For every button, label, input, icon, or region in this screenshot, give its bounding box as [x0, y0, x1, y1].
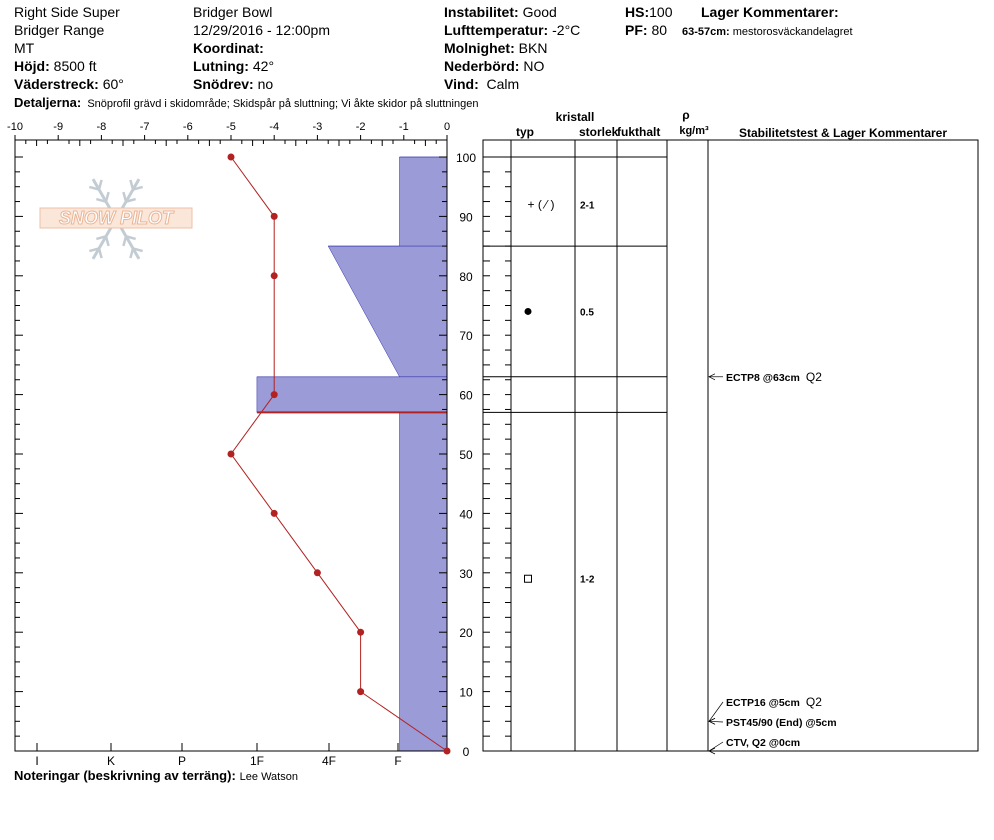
height-tick-label: 30	[459, 566, 473, 581]
crystal-header: kristall	[555, 110, 595, 124]
temperature-point	[314, 569, 321, 576]
height-tick-label: 10	[459, 685, 473, 700]
layer-comments-title: Lager Kommentarer:	[701, 4, 839, 20]
elevation: Höjd: 8500 ft	[14, 58, 97, 74]
height-tick-label: 100	[455, 151, 477, 165]
notes: Noteringar (beskrivning av terräng): Lee Watson	[14, 768, 298, 783]
crystal-symbol-newsnow: + ( ⁄ )	[527, 197, 555, 212]
snowflake-branch	[123, 192, 126, 202]
temperature-point	[271, 510, 278, 517]
temp-tick-label: -6	[182, 121, 193, 133]
temp-tick-label: -4	[269, 121, 280, 133]
height-tick-label: 70	[459, 329, 473, 344]
height-tick-label: 90	[459, 210, 473, 225]
height-tick-label: 50	[459, 448, 473, 462]
grid-frame	[483, 140, 978, 751]
stability-test-quality: Q2	[805, 369, 822, 384]
hardness-tick-label: P	[177, 754, 187, 768]
wind: Vind: Calm	[444, 76, 520, 92]
crystal-symbol-rounded	[525, 308, 532, 315]
stability-test-label: PST45/90 (End) @5cm	[726, 717, 837, 729]
snowpilot-logo	[40, 179, 192, 259]
temperature-point	[228, 451, 235, 458]
temp-tick-label: -5	[226, 121, 236, 133]
snowflake-branch	[99, 248, 102, 258]
temp-tick-label: -2	[355, 121, 366, 133]
temperature-point	[228, 154, 235, 161]
precip: Nederbörd: NO	[444, 58, 545, 74]
temp-tick-label: -9	[53, 121, 64, 133]
hardness-tick-label: K	[106, 754, 116, 768]
rho-header: ρ	[682, 108, 690, 122]
hardness-tick-label: 1F	[249, 754, 265, 768]
instability: Instabilitet: Good	[444, 4, 557, 20]
logo-text: SNOW PILOT	[59, 208, 173, 228]
crystal-size: 1-2	[580, 574, 595, 586]
details: Detaljerna: Snöprofil grävd i skidområde; Skidspår på sluttning; Vi åkte skidor på sluttningen	[14, 95, 479, 110]
crystal-symbol-faceted	[525, 575, 532, 582]
hardness-tick-label: 4F	[321, 754, 337, 768]
temp-tick-label: -7	[139, 121, 150, 133]
temperature-point	[271, 213, 278, 220]
stability-arrow	[709, 702, 723, 721]
temperature-point	[444, 748, 451, 755]
temp-tick-label: -10	[7, 121, 23, 133]
temp-tick-label: -8	[96, 121, 107, 133]
sky: Molnighet: BKN	[444, 40, 548, 56]
stability-header: Stabilitetstest & Lager Kommentarer	[738, 126, 948, 140]
type-header: typ	[516, 125, 534, 139]
temp-tick-label: 0	[443, 121, 451, 133]
crystal-size: 2-1	[580, 200, 595, 212]
hs: HS:100	[625, 4, 673, 20]
temp-tick-label: -3	[312, 121, 323, 133]
aspect: Väderstreck: 60°	[14, 76, 124, 92]
temperature-point	[271, 391, 278, 398]
stability-test-label: CTV, Q2 @0cm	[726, 737, 801, 749]
snowflake-branch	[123, 236, 126, 246]
drift: Snödrev: no	[193, 76, 274, 92]
stability-test-quality: Q2	[805, 695, 822, 709]
temp-tick-label: -1	[398, 121, 409, 133]
layer-comment: 63-57cm: mestorosväckandelagret	[682, 26, 853, 38]
height-tick-label: 0	[462, 745, 470, 759]
snowflake-branch	[99, 180, 102, 190]
temperature-point	[271, 272, 278, 279]
height-tick-label: 60	[459, 388, 473, 403]
size-header: storlek	[579, 125, 619, 139]
area: Bridger Bowl	[193, 4, 273, 20]
moisture-header: fukthalt	[617, 125, 661, 139]
crystal-size: 0.5	[580, 307, 594, 319]
density-header: kg/m³	[679, 125, 709, 137]
height-tick-label: 40	[459, 507, 473, 522]
temperature-point	[357, 688, 364, 695]
snowflake-branch	[106, 236, 109, 246]
height-tick-label: 80	[459, 269, 473, 284]
hardness-tick-label: I	[35, 754, 39, 768]
snowflake-branch	[130, 180, 133, 190]
plot-frame	[15, 140, 447, 751]
hardness-tick-label: F	[394, 754, 402, 768]
coordinates: Koordinat:	[193, 40, 264, 56]
pf: PF: 80	[625, 22, 668, 38]
state: MT	[14, 40, 35, 56]
snowflake-branch	[106, 192, 109, 202]
temperature-point	[357, 629, 364, 636]
air-temp: Lufttemperatur: -2°C	[444, 22, 581, 38]
range: Bridger Range	[14, 22, 105, 38]
stability-arrow	[709, 721, 723, 722]
height-tick-label: 20	[459, 626, 473, 641]
location: Right Side Super	[14, 4, 120, 20]
stability-test-label: ECTP8 @63cm Q2	[726, 369, 822, 384]
slope: Lutning: 42°	[193, 58, 275, 74]
datetime: 12/29/2016 - 12:00pm	[193, 22, 330, 38]
snowflake-branch	[130, 248, 133, 258]
stability-test-label: ECTP16 @5cm Q2	[726, 695, 822, 709]
